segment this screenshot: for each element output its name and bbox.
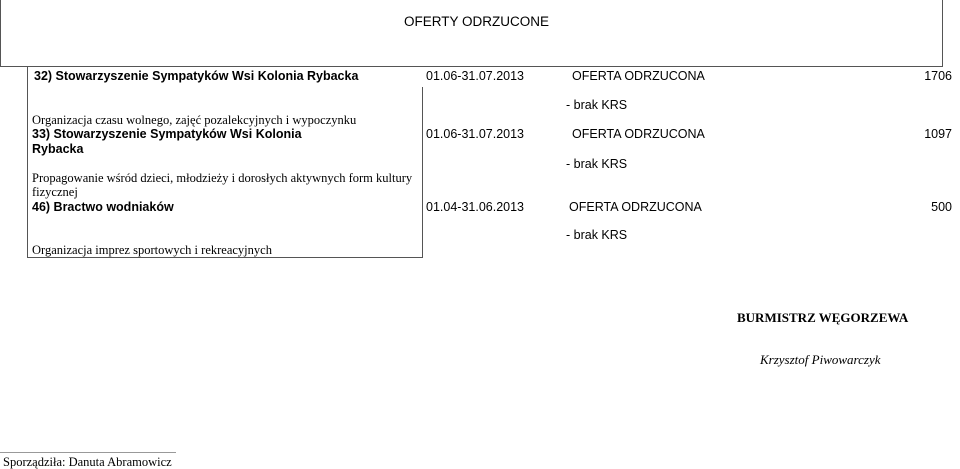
row-33-organization-line1: 33) Stowarzyszenie Sympatyków Wsi Kolonia (32, 127, 302, 141)
row-33-task-line2: fizycznej (32, 185, 78, 199)
row-32-task: Organizacja czasu wolnego, zajęć pozalekcyjnych i wypoczynku (32, 113, 357, 127)
row-46-reason: - brak KRS (566, 228, 628, 242)
row-33-status: OFERTA ODRZUCONA (572, 127, 705, 141)
signature-name: Krzysztof Piwowarczyk (760, 352, 881, 367)
header-box (0, 0, 943, 67)
row-46-task: Organizacja imprez sportowych i rekreacyjnych (32, 243, 272, 257)
footer-rule (0, 452, 176, 453)
signature-title: BURMISTRZ WĘGORZEWA (737, 310, 909, 325)
row-32-organization: 32) Stowarzyszenie Sympatyków Wsi Kolonia Rybacka (34, 69, 359, 83)
row-32-period: 01.06-31.07.2013 (426, 69, 525, 83)
prepared-by: Sporządziła: Danuta Abramowicz (3, 455, 172, 469)
row-46-organization: 46) Bractwo wodniaków (32, 200, 174, 214)
row-32-status: OFERTA ODRZUCONA (572, 69, 705, 83)
row-46-period: 01.04-31.06.2013 (426, 200, 525, 214)
row-33-reason: - brak KRS (566, 157, 628, 171)
table-column-divider (422, 87, 423, 258)
row-46-status: OFERTA ODRZUCONA (569, 200, 702, 214)
row-33-amount: 1097 (924, 127, 952, 141)
row-33-period: 01.06-31.07.2013 (426, 127, 525, 141)
row-33-organization-line2: Rybacka (32, 142, 84, 156)
page-title: OFERTY ODRZUCONE (404, 14, 550, 29)
row-32-reason: - brak KRS (566, 98, 628, 112)
row-46-amount: 500 (931, 200, 952, 214)
table-left-border (27, 66, 28, 258)
row-32-amount: 1706 (924, 69, 952, 83)
row-33-task-line1: Propagowanie wśród dzieci, młodzieży i dorosłych aktywnych form kultury (32, 171, 413, 185)
